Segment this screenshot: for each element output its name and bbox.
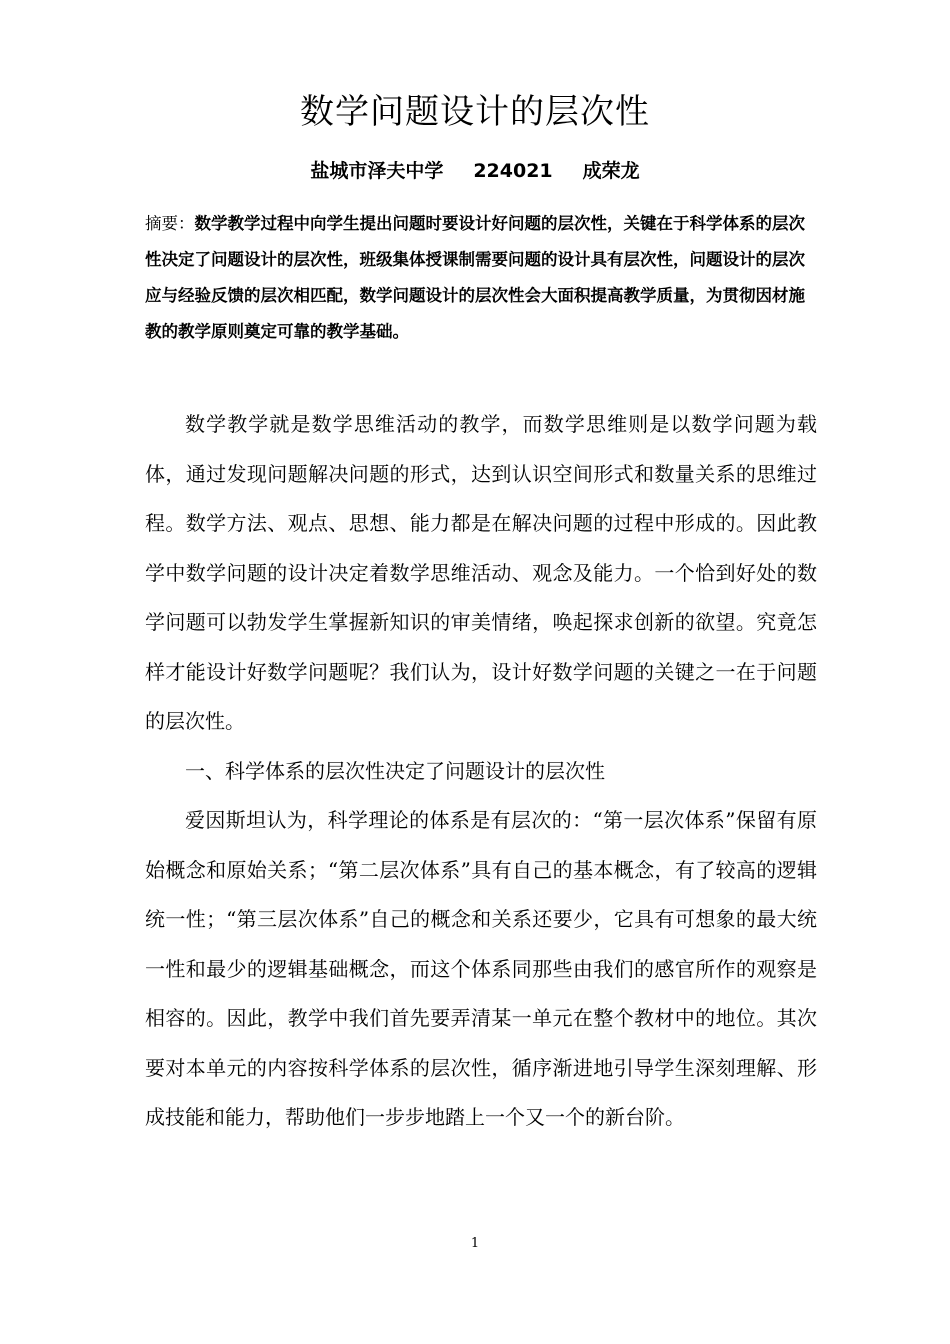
paper-title: 数学问题设计的层次性 [300,92,650,132]
author-postcode: 224021 [473,160,553,182]
body-text [145,400,817,1143]
author-school: 盐城市泽夫中学 [310,160,444,182]
page-number: 1 [470,1236,480,1251]
abstract-label: 摘要： [145,214,195,233]
abstract-text: 数学教学过程中向学生提出问题时要设计好问题的层次性，关键在于科学体系的层次性决定了问题设计的层次性，班级集体授课制需要问题的设计具有层次性，问题设计的层次应与经验反馈的层次相匹配，数学问题设计的层次性会大面积提高教学质量，为贯彻因材施教的教学原则奠定可靠的教学基础。 [145,214,805,341]
author-line [0,154,950,188]
author-name: 成荣龙 [582,160,640,182]
section-heading-1: 一、科学体系的层次性决定了问题设计的层次性 [185,758,605,783]
paragraph-einstein: 爱因斯坦认为，科学理论的体系是有层次的：“第一层次体系”保留有原始概念和原始关系；“第二层次体系”具有自己的基本概念，有了较高的逻辑统一性；“第三层次体系”自己的概念和关系还要少，它具有可想象的最大统一性和最少的逻辑基础概念，而这个体系同那些由我们的感官所作的观察是相容的。因此，教学中我们首先要弄清某一单元在整个教材中的地位。其次要对本单元的内容按科学体系的层次性，循序渐进地引导学生深刻理解、形成技能和能力，帮助他们一步步地踏上一个又一个的新台阶。 [145,808,817,1129]
abstract [145,206,817,350]
paragraph-intro: 数学教学就是数学思维活动的教学，而数学思维则是以数学问题为载体，通过发现问题解决问题的形式，达到认识空间形式和数量关系的思维过程。数学方法、观点、思想、能力都是在解决问题的过程中形成的。因此教学中数学问题的设计决定着数学思维活动、观念及能力。一个恰到好处的数学问题可以勃发学生掌握新知识的审美情绪，唤起探求创新的欲望。究竟怎样才能设计好数学问题呢？我们认为，设计好数学问题的关键之一在于问题的层次性。 [145,412,817,733]
